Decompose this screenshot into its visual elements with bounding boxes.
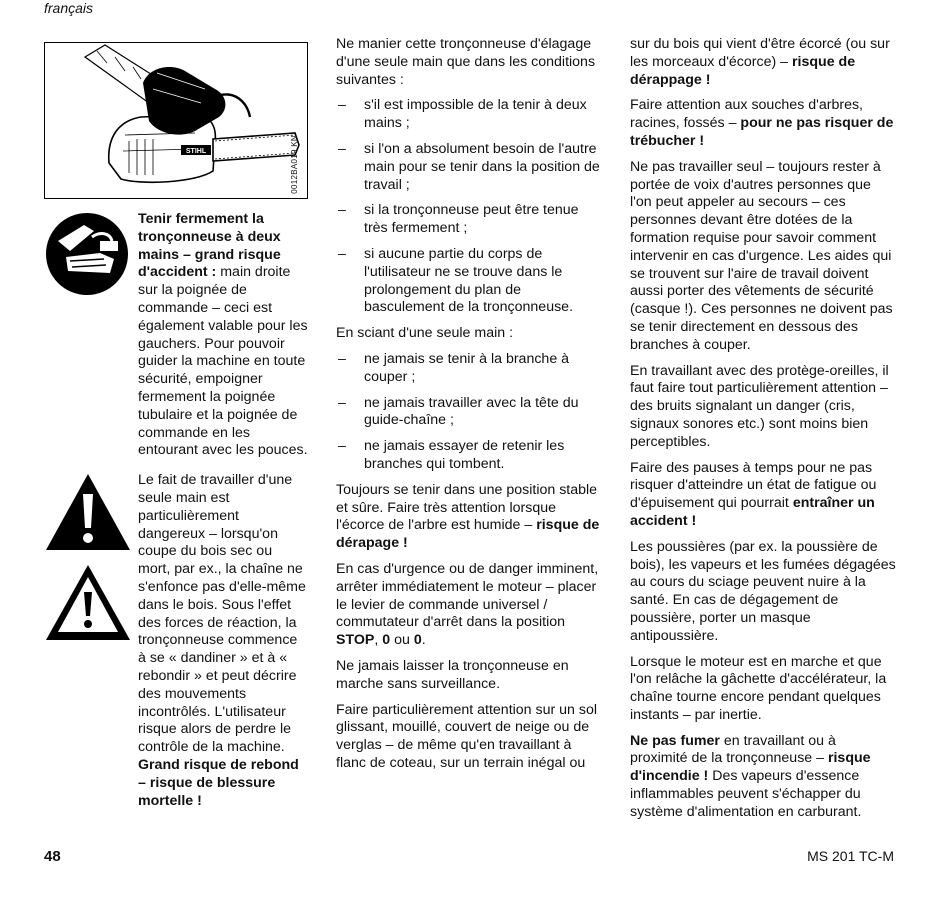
- one-hand-sawing-intro: En sciant d'une seule main :: [336, 325, 514, 342]
- fuel-vapour-text: Des vapeurs d'essence inflammables peuvent s'échapper du système d'alimentation en carburant.: [630, 768, 862, 820]
- list-item: – si l'on a absolument besoin de l'autre main pour se tenir dans la position de travail ;: [336, 141, 604, 194]
- trip-warning: pour ne pas risquer de trébucher !: [630, 115, 894, 149]
- stumps-paragraph: [630, 97, 896, 150]
- unattended-paragraph: Ne jamais laisser la tronçonneuse en marche sans surveillance.: [336, 657, 569, 692]
- no-smoking-paragraph: [630, 733, 896, 822]
- stop-symbol-icon: 0: [413, 632, 422, 649]
- list-item: – ne jamais travailler avec la tête du guide-chaîne ;: [336, 395, 604, 431]
- one-hand-list: [336, 351, 604, 474]
- kickback-text: Le fait de travailler d'une seule main est particulièrement dangereux – lorsqu'on coupe du bois sec ou mort, par ex., la chaîne ne s'enfonce pas d'elle-même dans le bois. Sous l'effet des forces de réaction, la tronçonneuse commence à se « dandiner » et à « rebondir » et peut décrire des mouvements incontrôlés. L'utilisateur risque alors de perdre le contrôle de la machine.: [138, 472, 306, 756]
- stable-text: Toujours se tenir dans une position stable et sûre. Faire très attention lorsque l'écorce de l'arbre est humide –: [336, 481, 598, 534]
- kickback-warning: Grand risque de rebond – risque de blessure mortelle !: [138, 756, 299, 809]
- model-name: MS 201 TC-M: [807, 848, 894, 864]
- breaks-paragraph: [630, 460, 896, 531]
- conditions-list: [336, 97, 604, 317]
- or-text: ou: [394, 632, 410, 649]
- stumps-text: Faire attention aux souches d'arbres, racines, fossés –: [630, 97, 863, 132]
- warning-symbols: [44, 472, 138, 810]
- dust-paragraph: Les poussières (par ex. la poussière de bois), les vapeurs et les fumées dégagées au cours du sciage peuvent nuire à la santé. En cas de dégagement de poussière, porter un masque antipoussière.: [630, 538, 896, 644]
- bark-text: sur du bois qui vient d'être écorcé (ou sur les morceaux d'écorce) –: [630, 36, 890, 70]
- chain-inertia-paragraph: Lorsque le moteur est en marche et que l'on relâche la gâchette d'accélérateur, la chaîne tourne encore pendant quelques instants – par inertie.: [630, 653, 887, 723]
- slip-risk-warning: risque de dérapage !: [336, 517, 600, 552]
- warning-triangle-outline-icon: [44, 562, 132, 642]
- kickback-block: [44, 472, 310, 810]
- two-hands-block: [44, 211, 310, 460]
- language-label: français: [44, 0, 94, 16]
- bark-warning: risque de dérappage !: [630, 53, 856, 88]
- figure-code: 0012BA019 KN: [290, 135, 300, 194]
- two-hands-icon: [44, 211, 130, 297]
- brand-label: STIHL: [185, 148, 207, 155]
- two-hands-warning: Tenir fermement la tronçonneuse à deux mains – grand risque d'accident :: [138, 211, 281, 281]
- chainsaw-hands-drawing: [45, 43, 307, 198]
- two-hands-symbol: [44, 211, 138, 460]
- one-hand-intro: Ne manier cette tronçonneuse d'élagage d'une seule main que dans les conditions suivantes :: [336, 36, 596, 88]
- two-hands-text: main droite sur la poignée de commande – ceci est également valable pour les gauchers. Pour pouvoir guider la machine en toute sécurité, empoigner fermement la poignée tubulaire et la poignée de commande en les entourant avec les pouces.: [138, 264, 308, 459]
- zero-label: 0: [382, 632, 391, 649]
- column-2: [336, 36, 604, 781]
- emergency-text: En cas d'urgence ou de danger imminent, arrêter immédiatement le moteur – placer le levier de commande universel / commutateur d'arrêt dans la position: [336, 560, 599, 631]
- work-alone-paragraph: Ne pas travailler seul – toujours rester à portée de voix d'autres personnes que l'on peut appeler au secours – ces personnes devant être dotées de la formation requise pour savoir comment intervenir en cas d'urgence. Les aides qui se trouvent sur l'aire de travail doivent aussi porter des vêtements de sécurité (casque !). Ces personnes ne doivent pas se tenir directement en dessous des branches à couper.: [630, 158, 893, 353]
- accident-warning: entraîner un accident !: [630, 495, 875, 529]
- list-item: – ne jamais se tenir à la branche à couper ;: [336, 351, 604, 387]
- list-item: – s'il est impossible de la tenir à deux mains ;: [336, 97, 604, 133]
- stable-position-paragraph: [336, 482, 604, 553]
- list-item: – si la tronçonneuse peut être tenue très fermement ;: [336, 202, 604, 238]
- emergency-paragraph: En cas d'urgence ou de danger imminent, arrêter immédiatement le moteur – placer le levier de commande universel / commutateur d'arrêt dans la position STOP, 0 ou 0.: [336, 560, 599, 649]
- column-3: [630, 36, 896, 830]
- column-1: [44, 36, 310, 810]
- slippery-ground-paragraph: Faire particulièrement attention sur un sol glissant, mouillé, couvert de neige ou de verglas – de même qu'en travaillant à flanc de coteau, sur un terrain inégal ou: [336, 701, 598, 771]
- warning-triangle-icon: [44, 472, 132, 552]
- list-item: – si aucune partie du corps de l'utilisateur ne se trouve dans le prolongement du plan de basculement de la tronçonneuse.: [336, 246, 604, 317]
- breaks-text: Faire des pauses à temps pour ne pas risquer d'atteindre un état de fatigue ou d'épuisement qui pourrait: [630, 459, 877, 512]
- ear-protection-paragraph: En travaillant avec des protège-oreilles, il faut faire tout particulièrement attention – des bruits signalant un danger (cris, signaux sonores etc.) sont moins bien perceptibles.: [630, 362, 889, 450]
- page-number: 48: [44, 848, 61, 865]
- chainsaw-illustration: [44, 42, 308, 199]
- no-smoking-text: en travaillant ou à proximité de la tronçonneuse –: [630, 732, 836, 767]
- stop-label: STOP: [336, 632, 375, 649]
- list-item: – ne jamais essayer de retenir les branches qui tombent.: [336, 438, 604, 474]
- bark-paragraph: [630, 36, 896, 89]
- fire-warning: risque d'incendie !: [630, 750, 871, 785]
- no-smoking-label: Ne pas fumer: [630, 732, 720, 749]
